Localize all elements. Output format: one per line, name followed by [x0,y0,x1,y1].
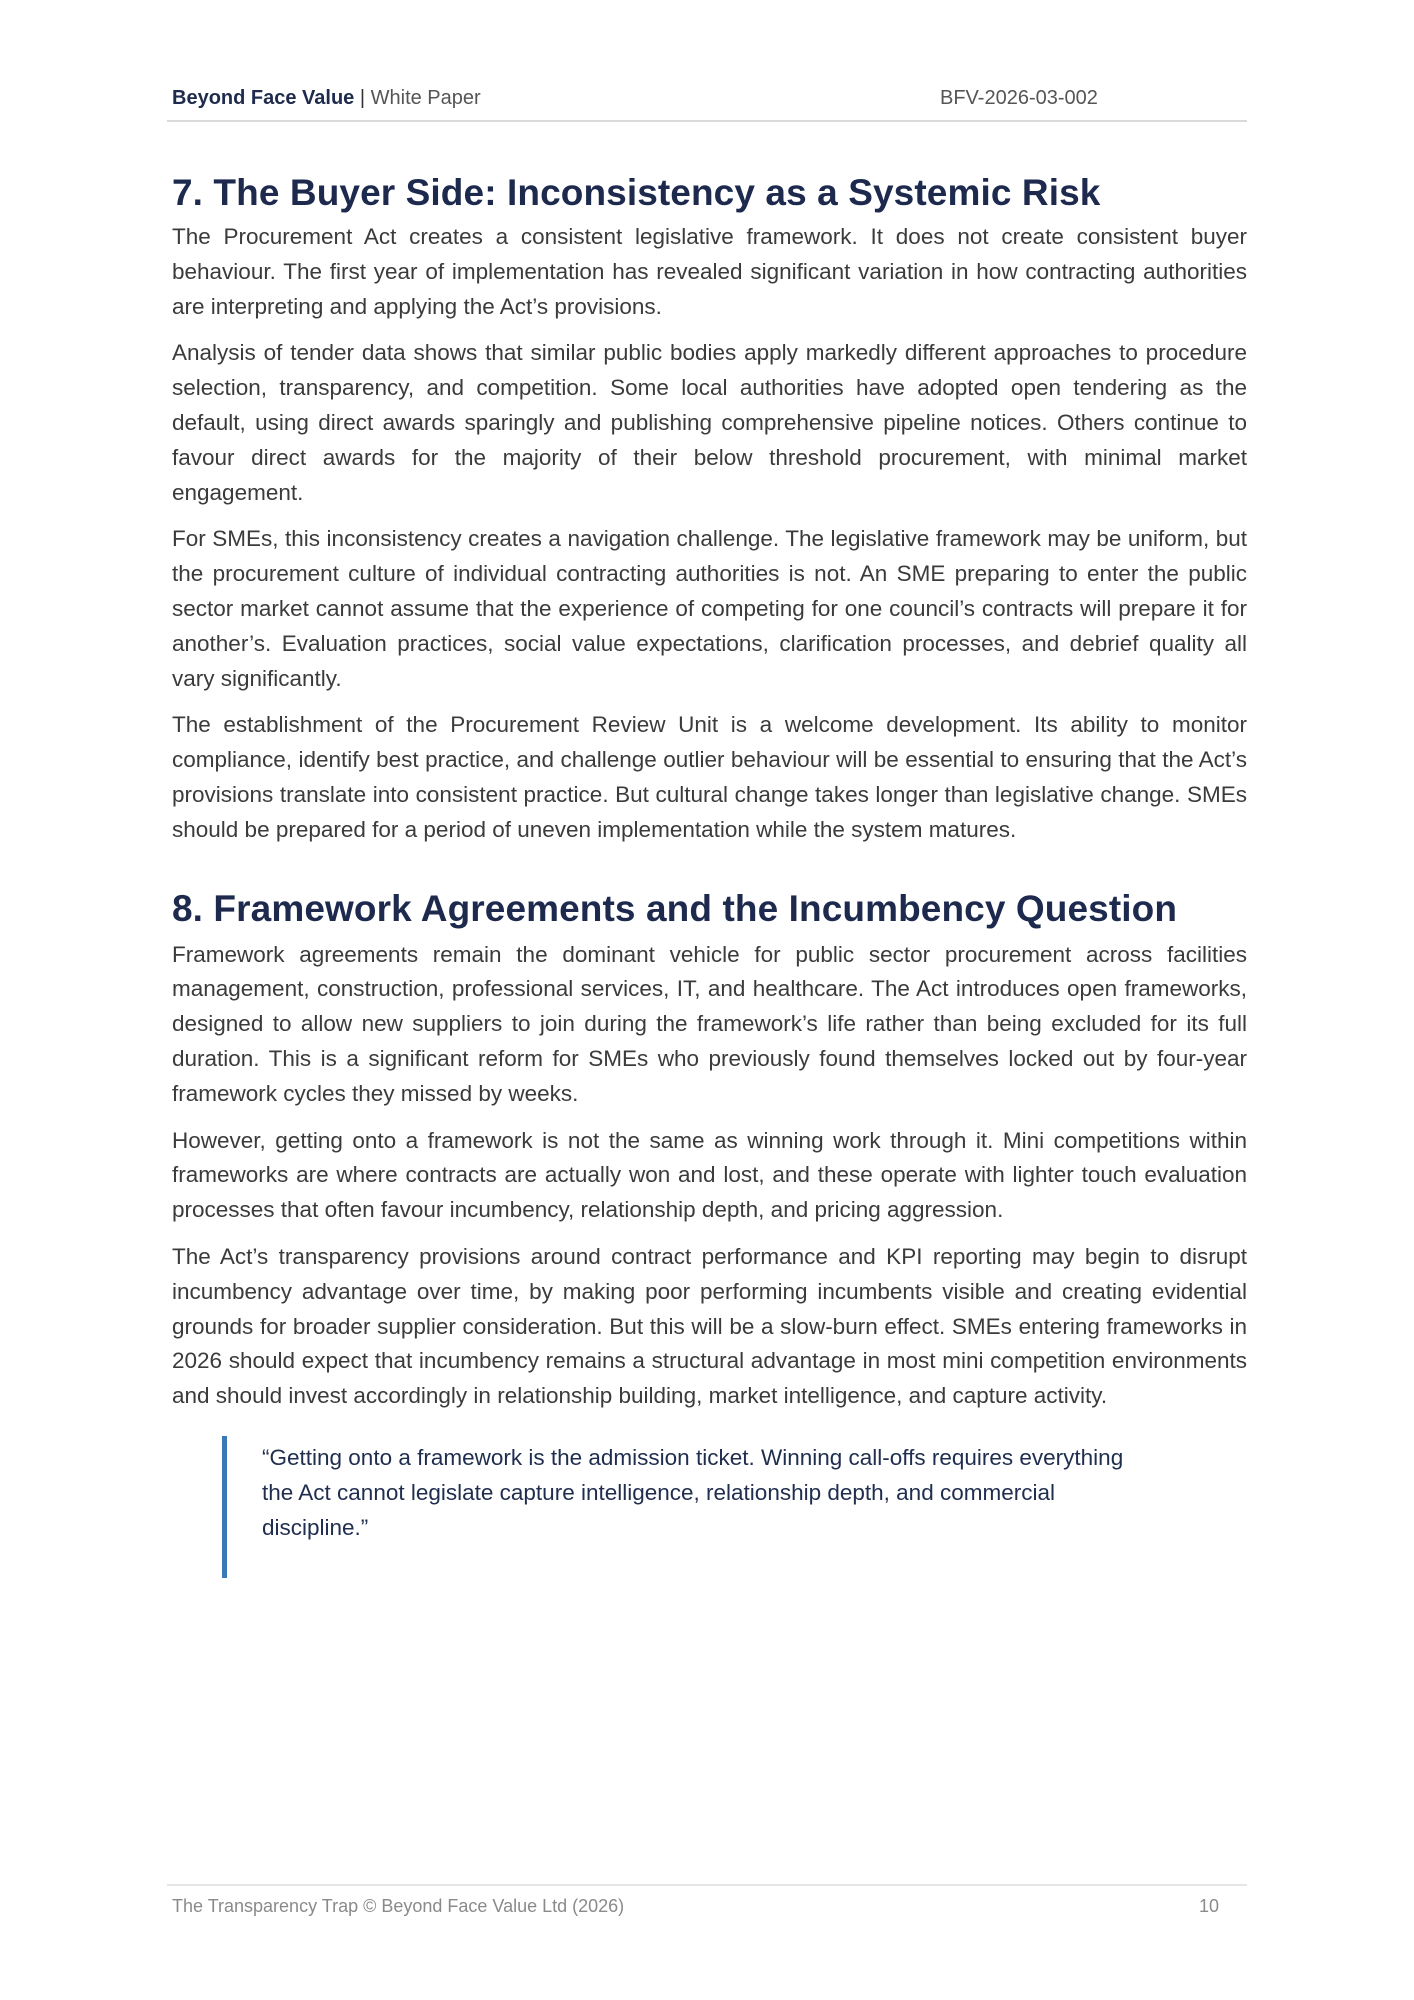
header-brand: Beyond Face Value [172,87,355,109]
section-8-paragraph-1: Framework agreements remain the dominant vehicle for public sector procurement across facilities management, construction, professional services, IT, and healthcare. The Act introduces open frameworks, designed to allow new suppliers to join during the framework’s life rather than being excluded for its full duration. This is a significant reform for SMEs who previously found themselves locked out by four-year framework cycles they missed by weeks. [172,941,1247,1106]
section-8-paragraph-2: However, getting onto a framework is not the same as winning work through it. Mini competitions within frameworks are where contracts are actually won and lost, and these operate with lighter touch evaluation processes that often favour incumbency, relationship depth, and pricing aggression. [172,1127,1247,1223]
header-divider [167,120,1247,122]
section-7-title: 7. The Buyer Side: Inconsistency as a Systemic Risk [172,172,1101,213]
header-doc-type: White Paper [370,87,481,109]
section-8 [172,884,1247,1578]
footer-divider [167,1884,1247,1886]
section-8-title: 8. Framework Agreements and the Incumbency Question [172,887,1178,929]
pull-quote [222,1436,1132,1578]
section-8-paragraph-3: The Act’s transparency provisions around contract performance and KPI reporting may begin to disrupt incumbency advantage over time, by making poor performing incumbents visible and creating evidential grounds for broader supplier consideration. But this will be a slow-burn effect. SMEs entering frameworks in 2026 should expect that incumbency remains a structural advantage in most mini competition environments and should invest accordingly in relationship building, market intelligence, and capture activity. [172,1243,1247,1409]
section-7 [172,168,1247,848]
section-7-paragraph-1: The Procurement Act creates a consistent legislative framework. It does not create consistent buyer behaviour. The first year of implementation has revealed significant variation in how contracting authorities are interpreting and applying the Act’s provisions. [172,224,1247,319]
footer-copyright: The Transparency Trap © Beyond Face Value Ltd (2026) [172,1896,625,1916]
running-header [172,84,1247,112]
section-7-paragraph-2: Analysis of tender data shows that similar public bodies apply markedly different approaches to procedure selection, transparency, and competition. Some local authorities have adopted open tendering as the default, using direct awards sparingly and publishing comprehensive pipeline notices. Others continue to favour direct awards for the majority of their below threshold procurement, with minimal market engagement. [172,340,1247,505]
page-number: 10 [1198,1896,1219,1916]
section-7-paragraph-3: For SMEs, this inconsistency creates a navigation challenge. The legislative framework may be uniform, but the procurement culture of individual contracting authorities is not. An SME preparing to enter the public sector market cannot assume that the experience of competing for one council’s contracts will prepare it for another’s. Evaluation practices, social value expectations, clarification processes, and debrief quality all vary significantly. [172,526,1247,691]
running-footer [172,1893,1219,1919]
pull-quote-text: “Getting onto a framework is the admission ticket. Winning call-offs requires everything the Act cannot legislate capture intelligence, relationship depth, and commercial discipline.” [262,1444,1124,1540]
header-doc-id: BFV-2026-03-002 [940,87,1098,109]
page-content [172,168,1247,1578]
section-7-paragraph-4: The establishment of the Procurement Review Unit is a welcome development. Its ability to monitor compliance, identify best practice, and challenge outlier behaviour will be essential to ensuring that the Act’s provisions translate into consistent practice. But cultural change takes longer than legislative change. SMEs should be prepared for a period of uneven implementation while the system matures. [172,712,1247,842]
header-separator: | [359,87,366,109]
